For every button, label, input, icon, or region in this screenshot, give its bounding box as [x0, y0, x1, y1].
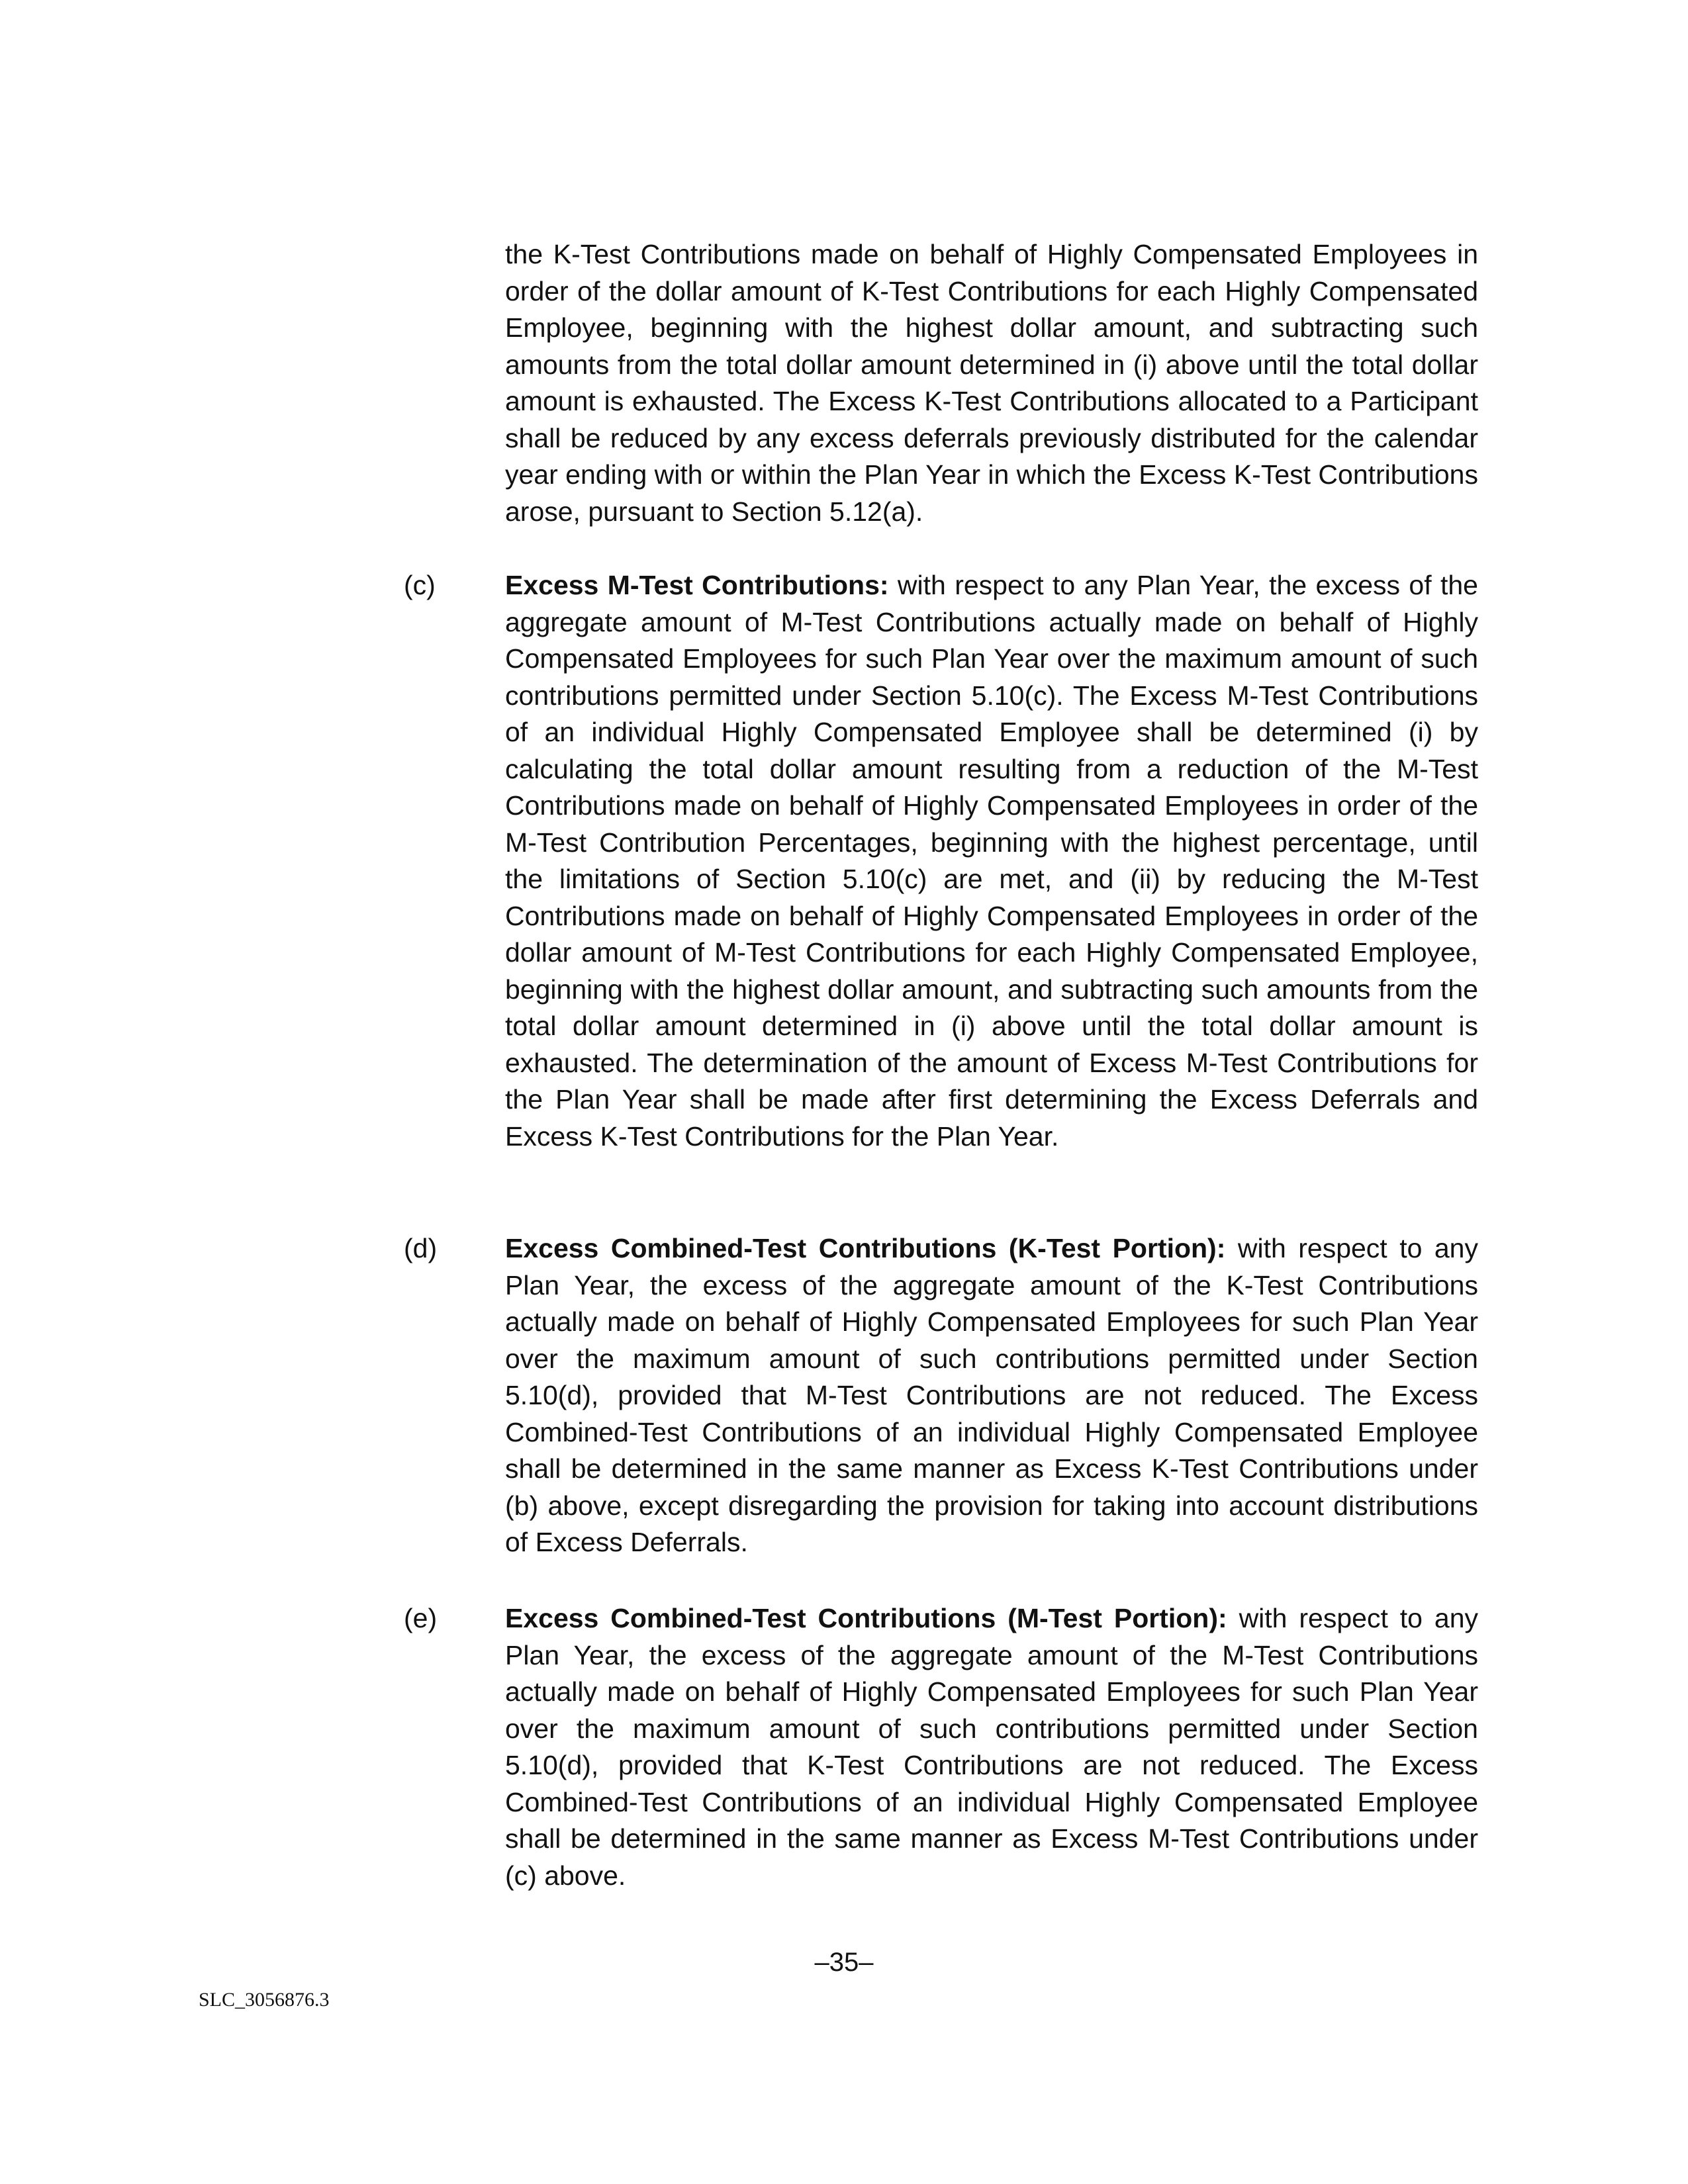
item-label: (e)	[404, 1603, 438, 1633]
item-label: (c)	[404, 570, 436, 600]
item-text: with respect to any Plan Year, the excess of the aggregate amount of the K-Test Contributions actually made on behalf of Highly Compensated Employees for such Plan Year over the maximum amount of such contributions permitted under Section 5.10(d), provided that M-Test Contributions are not reduced. The Excess Combined-Test Contributions of an individual Highly Compensated Employee shall be determined in the same manner as Excess K-Test Contributions under (b) above, except disregarding the provision for taking into account distributions of Excess Deferrals.	[505, 1233, 1478, 1557]
item-body	[505, 1230, 1478, 1561]
page-number: –35–	[814, 1948, 874, 1977]
item-body	[505, 567, 1478, 1155]
item-text: with respect to any Plan Year, the excess of the aggregate amount of the M-Test Contributions actually made on behalf of Highly Compensated Employees for such Plan Year over the maximum amount of such contributions permitted under Section 5.10(d), provided that K-Test Contributions are not reduced. The Excess Combined-Test Contributions of an individual Highly Compensated Employee shall be determined in the same manner as Excess M-Test Contributions under (c) above.	[505, 1603, 1478, 1891]
item-heading: Excess Combined-Test Contributions (K-Test Portion):	[505, 1233, 1226, 1263]
continuation-paragraph: the K-Test Contributions made on behalf of Highly Compensated Employees in order of the dollar amount of K-Test Contributions for each Highly Compensated Employee, beginning with the highest dollar amount, and subtracting such amounts from the total dollar amount determined in (i) above until the total dollar amount is exhausted. The Excess K-Test Contributions allocated to a Participant shall be reduced by any excess deferrals previously distributed for the calendar year ending with or within the Plan Year in which the Excess K-Test Contributions arose, pursuant to Section 5.12(a).	[505, 239, 1478, 527]
item-heading: Excess M-Test Contributions:	[505, 570, 889, 600]
item-heading: Excess Combined-Test Contributions (M-Test Portion):	[505, 1603, 1227, 1633]
document-id: SLC_3056876.3	[199, 1989, 330, 2011]
item-text: with respect to any Plan Year, the excess of the aggregate amount of M-Test Contributions actually made on behalf of Highly Compensated Employees for such Plan Year over the maximum amount of such contributions permitted under Section 5.10(c). The Excess M-Test Contributions of an individual Highly Compensated Employee shall be determined (i) by calculating the total dollar amount resulting from a reduction of the M-Test Contributions made on behalf of Highly Compensated Employees in order of the M-Test Contribution Percentages, beginning with the highest percentage, until the limitations of Section 5.10(c) are met, and (ii) by reducing the M-Test Contributions made on behalf of Highly Compensated Employees in order of the dollar amount of M-Test Contributions for each Highly Compensated Employee, beginning with the highest dollar amount, and subtracting such amounts from the total dollar amount determined in (i) above until the total dollar amount is exhausted. The determination of the amount of Excess M-Test Contributions for the Plan Year shall be made after first determining the Excess Deferrals and Excess K-Test Contributions for the Plan Year.	[505, 570, 1478, 1152]
item-body	[505, 1600, 1478, 1894]
item-label: (d)	[404, 1233, 438, 1263]
